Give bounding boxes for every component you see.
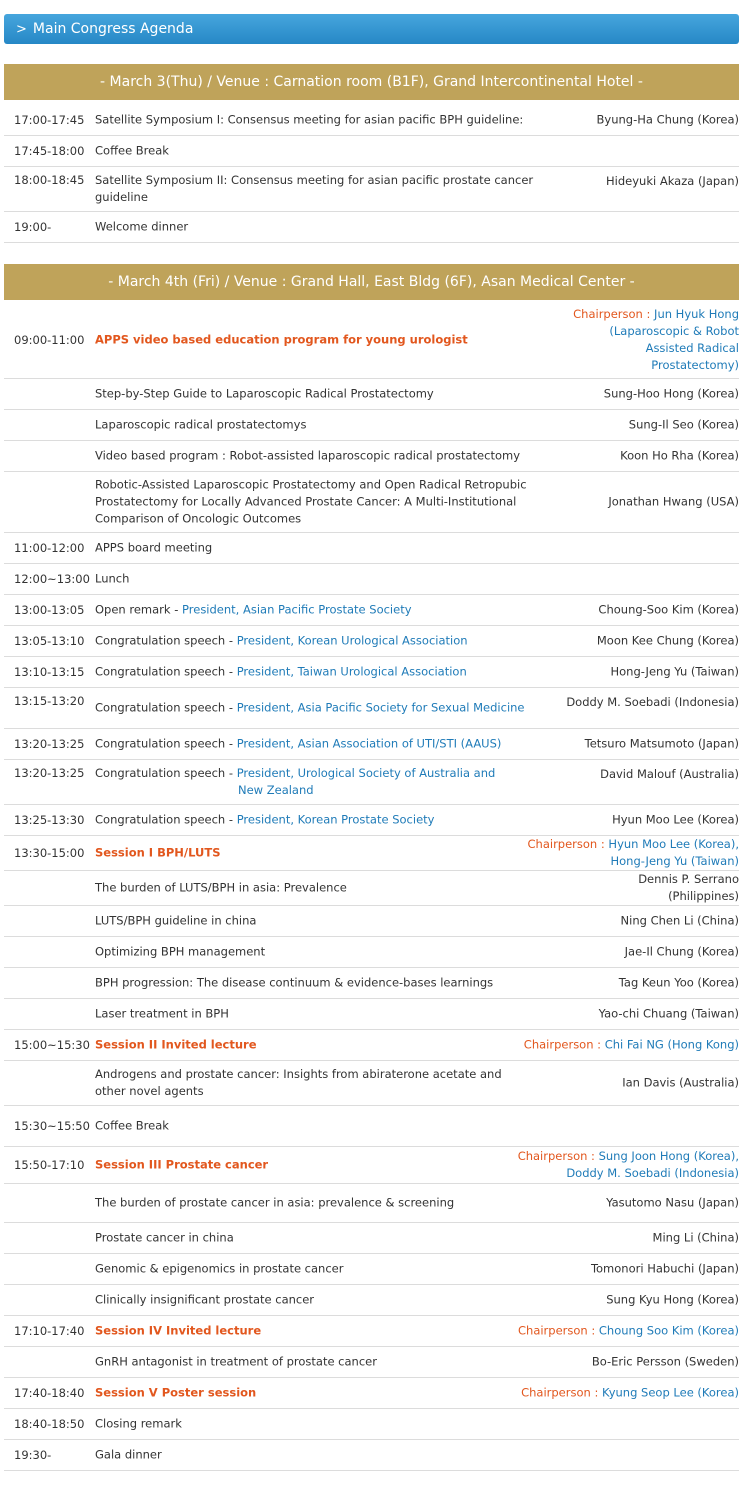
item-text: Congratulation speech xyxy=(95,812,226,827)
item-title: Closing remark xyxy=(95,1416,182,1431)
session-title: Session II Invited lecture xyxy=(95,1037,257,1052)
agenda-row xyxy=(4,999,739,1030)
time-slot: 13:15-13:20 xyxy=(14,694,85,708)
speaker: Moon Kee Chung (Korea) xyxy=(596,633,739,648)
item-text: Congratulation speech xyxy=(95,766,226,780)
chairperson xyxy=(573,306,739,374)
item-title: Congratulation speech - President, Korean Urological Association xyxy=(95,633,468,648)
chairperson xyxy=(521,1385,739,1402)
time-slot: 15:00~15:30 xyxy=(14,1038,90,1052)
agenda-row xyxy=(4,760,739,805)
item-title: Coffee Break xyxy=(95,1118,169,1133)
chairperson-note: Assisted Radical xyxy=(645,341,739,355)
time-slot: 17:40-18:40 xyxy=(14,1386,85,1400)
agenda-row-session xyxy=(4,1147,739,1184)
speaker-role: President, Urological Society of Australia and xyxy=(236,766,496,780)
session-title: Session I BPH/LUTS xyxy=(95,845,221,860)
agenda-row xyxy=(4,564,739,595)
item-title: Video based program : Robot-assisted laparoscopic radical prostatectomy xyxy=(95,448,521,463)
agenda-row xyxy=(4,167,739,212)
agenda-row xyxy=(4,441,739,472)
agenda-row xyxy=(4,871,739,906)
item-title: Optimizing BPH management xyxy=(95,944,266,959)
chairperson xyxy=(524,1037,739,1054)
chairperson-note: Prostatectomy) xyxy=(651,358,739,372)
chairperson-label: Chairperson : xyxy=(573,307,655,321)
item-title: Congratulation speech - President, Asian Association of UTI/STI (AAUS) xyxy=(95,736,502,751)
speaker: Yao-chi Chuang (Taiwan) xyxy=(598,1006,739,1021)
item-title: Welcome dinner xyxy=(95,219,189,234)
item-title: Open remark - President, Asian Pacific Prostate Society xyxy=(95,602,412,617)
time-slot: 11:00-12:00 xyxy=(14,541,85,555)
item-title: Step-by-Step Guide to Laparoscopic Radical Prostatectomy xyxy=(95,386,434,401)
speaker: Byung-Ha Chung (Korea) xyxy=(596,112,739,126)
item-title: GnRH antagonist in treatment of prostate cancer xyxy=(95,1354,377,1369)
speaker: Hideyuki Akaza (Japan) xyxy=(606,174,739,188)
item-title: Congratulation speech - President, Asia Pacific Society for Sexual Medicine xyxy=(95,700,525,715)
speaker: Sung-Il Seo (Korea) xyxy=(628,417,739,432)
chairperson xyxy=(528,836,739,870)
agenda-row xyxy=(4,968,739,999)
agenda-row xyxy=(4,906,739,937)
chairperson-name: Kyung Seop Lee (Korea) xyxy=(602,1385,739,1400)
chairperson-label: Chairperson : xyxy=(527,837,609,851)
chairperson-name: Hong-Jeng Yu (Taiwan) xyxy=(610,854,739,868)
speaker: Ning Chen Li (China) xyxy=(620,913,739,928)
chairperson-name: Chi Fai NG (Hong Kong) xyxy=(604,1037,739,1052)
agenda-row xyxy=(4,410,739,441)
venue-header-march-4: - March 4th (Fri) / Venue : Grand Hall, East Bldg (6F), Asan Medical Center - xyxy=(4,264,739,300)
agenda-row xyxy=(4,533,739,564)
time-slot: 18:40-18:50 xyxy=(14,1417,85,1431)
item-title: Genomic & epigenomics in prostate cancer xyxy=(95,1261,344,1276)
speaker: Hyun Moo Lee (Korea) xyxy=(612,812,739,827)
item-text: Congratulation speech xyxy=(95,700,226,715)
time-slot: 15:50-17:10 xyxy=(14,1158,85,1172)
agenda-row xyxy=(4,1223,739,1254)
agenda-title: Main Congress Agenda xyxy=(32,21,194,37)
time-slot: 12:00~13:00 xyxy=(14,572,90,586)
speaker: Jonathan Hwang (USA) xyxy=(608,494,739,509)
item-title: Satellite Symposium II: Consensus meeting for asian pacific prostate cancer guideline xyxy=(95,173,534,204)
speaker: Ming Li (China) xyxy=(652,1230,739,1245)
chairperson xyxy=(518,1148,739,1182)
speaker: Ian Davis (Australia) xyxy=(622,1075,739,1090)
time-slot: 13:30-15:00 xyxy=(14,846,85,860)
time-slot: 13:20-13:25 xyxy=(14,737,85,751)
agenda-row xyxy=(4,379,739,410)
speaker xyxy=(638,871,739,905)
agenda-row xyxy=(4,657,739,688)
chairperson-label: Chairperson : xyxy=(518,1323,599,1338)
speaker: David Malouf (Australia) xyxy=(600,767,739,781)
agenda-row-session xyxy=(4,302,739,379)
agenda-row xyxy=(4,688,739,729)
speaker: Yasutomo Nasu (Japan) xyxy=(606,1195,739,1210)
agenda-row-session xyxy=(4,1378,739,1409)
agenda-row xyxy=(4,104,739,136)
session-title: Session III Prostate cancer xyxy=(95,1157,269,1172)
time-slot: 13:10-13:15 xyxy=(14,665,85,679)
agenda-row xyxy=(4,212,739,243)
speaker-name: Dennis P. Serrano xyxy=(638,872,739,886)
item-title: Satellite Symposium I: Consensus meeting for asian pacific BPH guideline: xyxy=(95,112,524,126)
session-title: Session V Poster session xyxy=(95,1385,257,1400)
time-slot: 13:25-13:30 xyxy=(14,813,85,827)
agenda-row-session xyxy=(4,1030,739,1061)
item-title: LUTS/BPH guideline in china xyxy=(95,913,257,928)
chairperson xyxy=(518,1323,739,1340)
chairperson-name: Sung Joon Hong (Korea), xyxy=(598,1149,739,1163)
speaker-role: President, Taiwan Urological Association xyxy=(236,664,467,679)
item-text: Congratulation speech xyxy=(95,633,226,648)
agenda-row xyxy=(4,626,739,657)
agenda-row xyxy=(4,1285,739,1316)
agenda-row xyxy=(4,1409,739,1440)
item-text: Open remark xyxy=(95,602,171,617)
item-title: Laparoscopic radical prostatectomys xyxy=(95,417,307,432)
venue-header-march-3: - March 3(Thu) / Venue : Carnation room (B1F), Grand Intercontinental Hotel - xyxy=(4,64,739,100)
agenda-row xyxy=(4,1440,739,1471)
agenda-row xyxy=(4,937,739,968)
time-slot: 17:45-18:00 xyxy=(14,144,85,158)
agenda-title-bar[interactable] xyxy=(4,14,739,44)
time-slot: 15:30~15:50 xyxy=(14,1119,90,1133)
agenda-row xyxy=(4,1184,739,1223)
agenda-row xyxy=(4,805,739,836)
agenda-row xyxy=(4,595,739,626)
time-slot: 13:00-13:05 xyxy=(14,603,85,617)
speaker: Koon Ho Rha (Korea) xyxy=(620,448,739,463)
speaker-role: President, Asian Pacific Prostate Society xyxy=(182,602,412,617)
speaker: Doddy M. Soebadi (Indonesia) xyxy=(566,695,739,709)
item-title: Gala dinner xyxy=(95,1447,162,1462)
item-title: Prostate cancer in china xyxy=(95,1230,234,1245)
item-title: Robotic-Assisted Laparoscopic Prostatectomy and Open Radical Retropubic Prostatectomy for Locally Advanced Prostate Cancer: A Multi-Institutional Comparison of Oncologic Outcomes xyxy=(95,477,527,526)
item-title: Congratulation speech - President, Urological Society of Australia and New Zealand xyxy=(95,765,555,799)
speaker: Tomonori Habuchi (Japan) xyxy=(590,1261,739,1276)
chairperson-label: Chairperson : xyxy=(523,1037,605,1052)
item-title: Androgens and prostate cancer: Insights from abiraterone acetate and other novel agents xyxy=(95,1067,502,1098)
speaker-country: (Philippines) xyxy=(668,889,739,903)
time-slot: 18:00-18:45 xyxy=(14,173,85,187)
item-text: Congratulation speech xyxy=(95,736,226,751)
speaker-role: President, Asia Pacific Society for Sexual Medicine xyxy=(236,700,525,715)
speaker: Jae-Il Chung (Korea) xyxy=(624,944,739,959)
speaker: Tetsuro Matsumoto (Japan) xyxy=(584,736,739,751)
speaker: Sung-Hoo Hong (Korea) xyxy=(603,386,739,401)
time-slot: 17:10-17:40 xyxy=(14,1324,85,1338)
speaker-role-cont: New Zealand xyxy=(238,783,314,797)
time-slot: 19:00- xyxy=(14,220,52,234)
speaker: Tag Keun Yoo (Korea) xyxy=(618,975,739,990)
item-title: Lunch xyxy=(95,571,130,586)
speaker-role: President, Asian Association of UTI/STI (AAUS) xyxy=(236,736,502,751)
item-title: Congratulation speech - President, Korean Prostate Society xyxy=(95,812,435,827)
item-title: The burden of LUTS/BPH in asia: Prevalence xyxy=(95,880,347,895)
item-text: Congratulation speech xyxy=(95,664,226,679)
time-slot: 09:00-11:00 xyxy=(14,333,85,347)
session-title: APPS video based education program for young urologist xyxy=(95,332,468,347)
chairperson-label: Chairperson : xyxy=(517,1149,599,1163)
item-title: BPH progression: The disease continuum & evidence-bases learnings xyxy=(95,975,494,990)
item-title: Clinically insignificant prostate cancer xyxy=(95,1292,315,1307)
session-title: Session IV Invited lecture xyxy=(95,1323,262,1338)
item-title: Congratulation speech - President, Taiwan Urological Association xyxy=(95,664,467,679)
agenda-row xyxy=(4,1347,739,1378)
time-slot: 17:00-17:45 xyxy=(14,112,85,127)
agenda-row xyxy=(4,136,739,167)
speaker: Hong-Jeng Yu (Taiwan) xyxy=(610,664,739,679)
speaker: Bo-Eric Persson (Sweden) xyxy=(591,1354,739,1369)
speaker-role: President, Korean Prostate Society xyxy=(236,812,435,827)
chairperson-name: Jun Hyuk Hong xyxy=(654,307,739,321)
chairperson-name: Hyun Moo Lee (Korea), xyxy=(608,837,739,851)
speaker: Choung-Soo Kim (Korea) xyxy=(598,602,739,617)
agenda-row xyxy=(4,1061,739,1106)
agenda-row xyxy=(4,729,739,760)
speaker-role: President, Korean Urological Association xyxy=(236,633,468,648)
chairperson-name: Choung Soo Kim (Korea) xyxy=(598,1323,739,1338)
chairperson-label: Chairperson : xyxy=(521,1385,602,1400)
agenda-row-session xyxy=(4,836,739,871)
chairperson-name: Doddy M. Soebadi (Indonesia) xyxy=(566,1166,739,1180)
agenda-row-session xyxy=(4,1316,739,1347)
item-title: APPS board meeting xyxy=(95,540,213,555)
chairperson-note: (Laparoscopic & Robot xyxy=(609,324,739,338)
agenda-row xyxy=(4,1106,739,1147)
agenda-row xyxy=(4,1254,739,1285)
speaker: Sung Kyu Hong (Korea) xyxy=(606,1292,739,1307)
agenda-row xyxy=(4,472,739,533)
chevron-right-icon: > xyxy=(16,22,27,37)
time-slot: 13:05-13:10 xyxy=(14,634,85,648)
item-title: The burden of prostate cancer in asia: prevalence & screening xyxy=(95,1195,455,1210)
time-slot: 19:30- xyxy=(14,1448,52,1462)
item-title: Laser treatment in BPH xyxy=(95,1006,229,1021)
item-title: Coffee Break xyxy=(95,143,169,158)
time-slot: 13:20-13:25 xyxy=(14,766,85,780)
